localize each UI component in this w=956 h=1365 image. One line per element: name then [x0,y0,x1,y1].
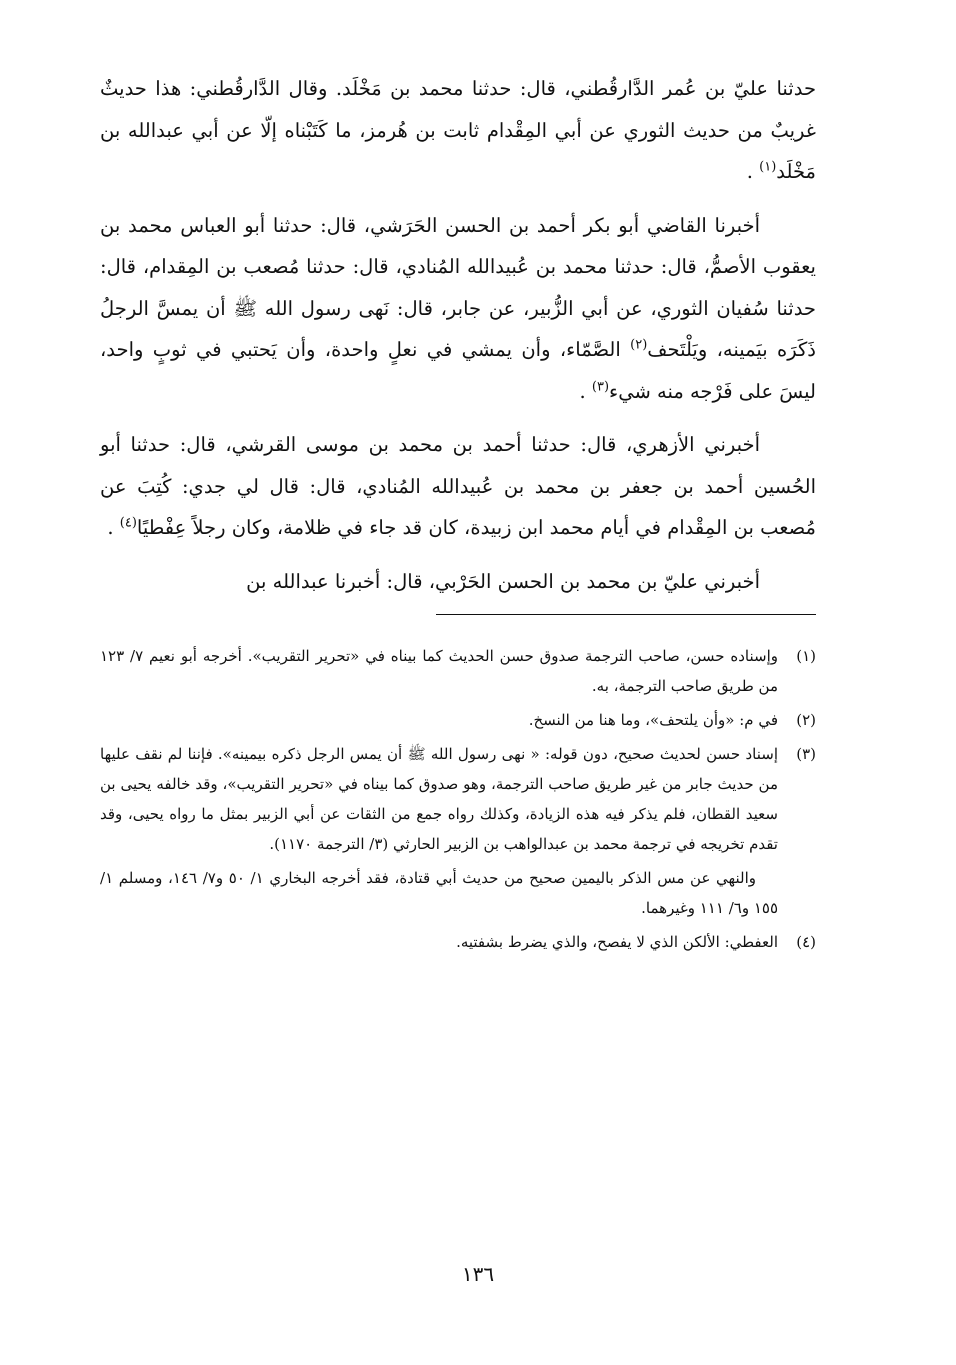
paragraph-text: حدثنا عليّ بن عُمر الدَّارقُطني، قال: حدثنا محمد بن مَخْلَد. وقال الدَّارقُطني: هذا حديثٌ غريبٌ من حديث الثوري عن أبي المِقْدام ثابت بن هُرمز، ما كَتَبْناه إلّا عن أبي عبدالله بن مَخْلَد [100,77,816,183]
footnote-1 [100,641,816,701]
footnotes [100,641,816,957]
footnote-text: وإسناده حسن، صاحب الترجمة صدوق حسن الحديث كما بيناه في «تحرير التقريب». أخرجه أبو نعيم ٧/ ١٢٣ من طريق صاحب الترجمة، به. [100,647,778,695]
footnote-number: (٤) [796,933,816,951]
footnote-number: (١) [796,647,816,665]
footnote-text: في م: «وأن يلتحف»، وما هنا من النسخ. [528,711,778,729]
footnote-2 [100,705,816,735]
footnote-ref: (٣) [591,379,610,394]
page-number: ١٣٦ [461,1262,495,1286]
footnote-text: العفطي: الألكن الذي لا يفصح، والذي يضرط بشفتيه. [456,933,778,951]
paragraph-text: أخبرني عليّ بن محمد بن الحسن الحَرْبي، قال: أخبرنا عبدالله بن [246,569,760,593]
footnote-number: (٢) [796,711,816,729]
paragraph-text: أخبرنا القاضي أبو بكر أحمد بن الحسن الحَرَشي، قال: حدثنا أبو العباس محمد بن يعقوب الأصمُّ، قال: حدثنا محمد بن عُبيدالله المُنادي، قال: حدثنا مُصعب بن المِقدام، قال: حدثنا سُفيان الثوري، عن أبي الزُّبير، عن جابر، قال: نَهى رسول الله ﷺ أن يمسَّ الرجلُ ذَكَرَه بيَمينه، ويَلْتَحف [100,213,816,361]
footnote-divider [436,614,816,615]
paragraph-2 [100,205,816,413]
footnote-3-continuation: والنهي عن مس الذكر باليمين صحيح من حديث أبي قتادة، فقد أخرجه البخاري ١/ ٥٠ و٧/ ١٤٦، ومسلم ١/ ١٥٥ و٦/ ١١١ وغيرهما. [100,869,778,917]
page-content [100,68,816,957]
paragraph-tail: . [107,516,114,539]
footnote-4 [100,927,816,957]
paragraph-text: أخبرني الأزهري، قال: حدثنا أحمد بن محمد بن موسى القرشي، قال: حدثنا أبو الحُسين أحمد بن جعفر بن محمد بن عُبيدالله المُنادي، قال: قال لي جدي: كُتِبَ عن مُصعب بن المِقْدام في أيام محمد ابن زبيدة، كان قد جاء في ظلامة، وكان رجلاً عِفْطيًا [100,433,816,539]
paragraph-tail: . [579,379,586,403]
footnote-ref: (١) [759,159,777,175]
footnote-text: إسناد حسن لحديث صحيح، دون قوله: « نهى رسول الله ﷺ أن يمس الرجل ذكره بيمينه». فإننا لم نقف عليها من حديث جابر من غير طريق صاحب الترجمة، وهو صدوق كما بيناه في «تحرير التقريب»، وقد خالفه يحيى بن سعيد القطان، فلم يذكر فيه هذه الزيادة، وكذلك رواه جمع من الثقات عن أبي الزبير بمثل ما رواه يحيى، وقد تقدم تخريجه في ترجمة محمد بن عبدالواهب بن الزبير الحارثي (٣/ الترجمة ١١٧٠). [100,745,778,853]
paragraph-4 [100,561,816,603]
paragraph-1 [100,68,816,193]
footnote-ref: (٤) [119,515,137,531]
footnote-ref: (٢) [630,337,648,353]
footnote-3 [100,739,816,859]
footnote-number: (٣) [796,745,816,763]
paragraph-tail: الصَّمّاء، وأن يمشي في نعلٍ واحدة، وأن يَحتبي في ثوبٍ واحد، ليسَ على فَرْجه منه شيء [100,338,816,403]
paragraph-3 [100,424,816,549]
paragraph-tail: . [746,160,753,183]
